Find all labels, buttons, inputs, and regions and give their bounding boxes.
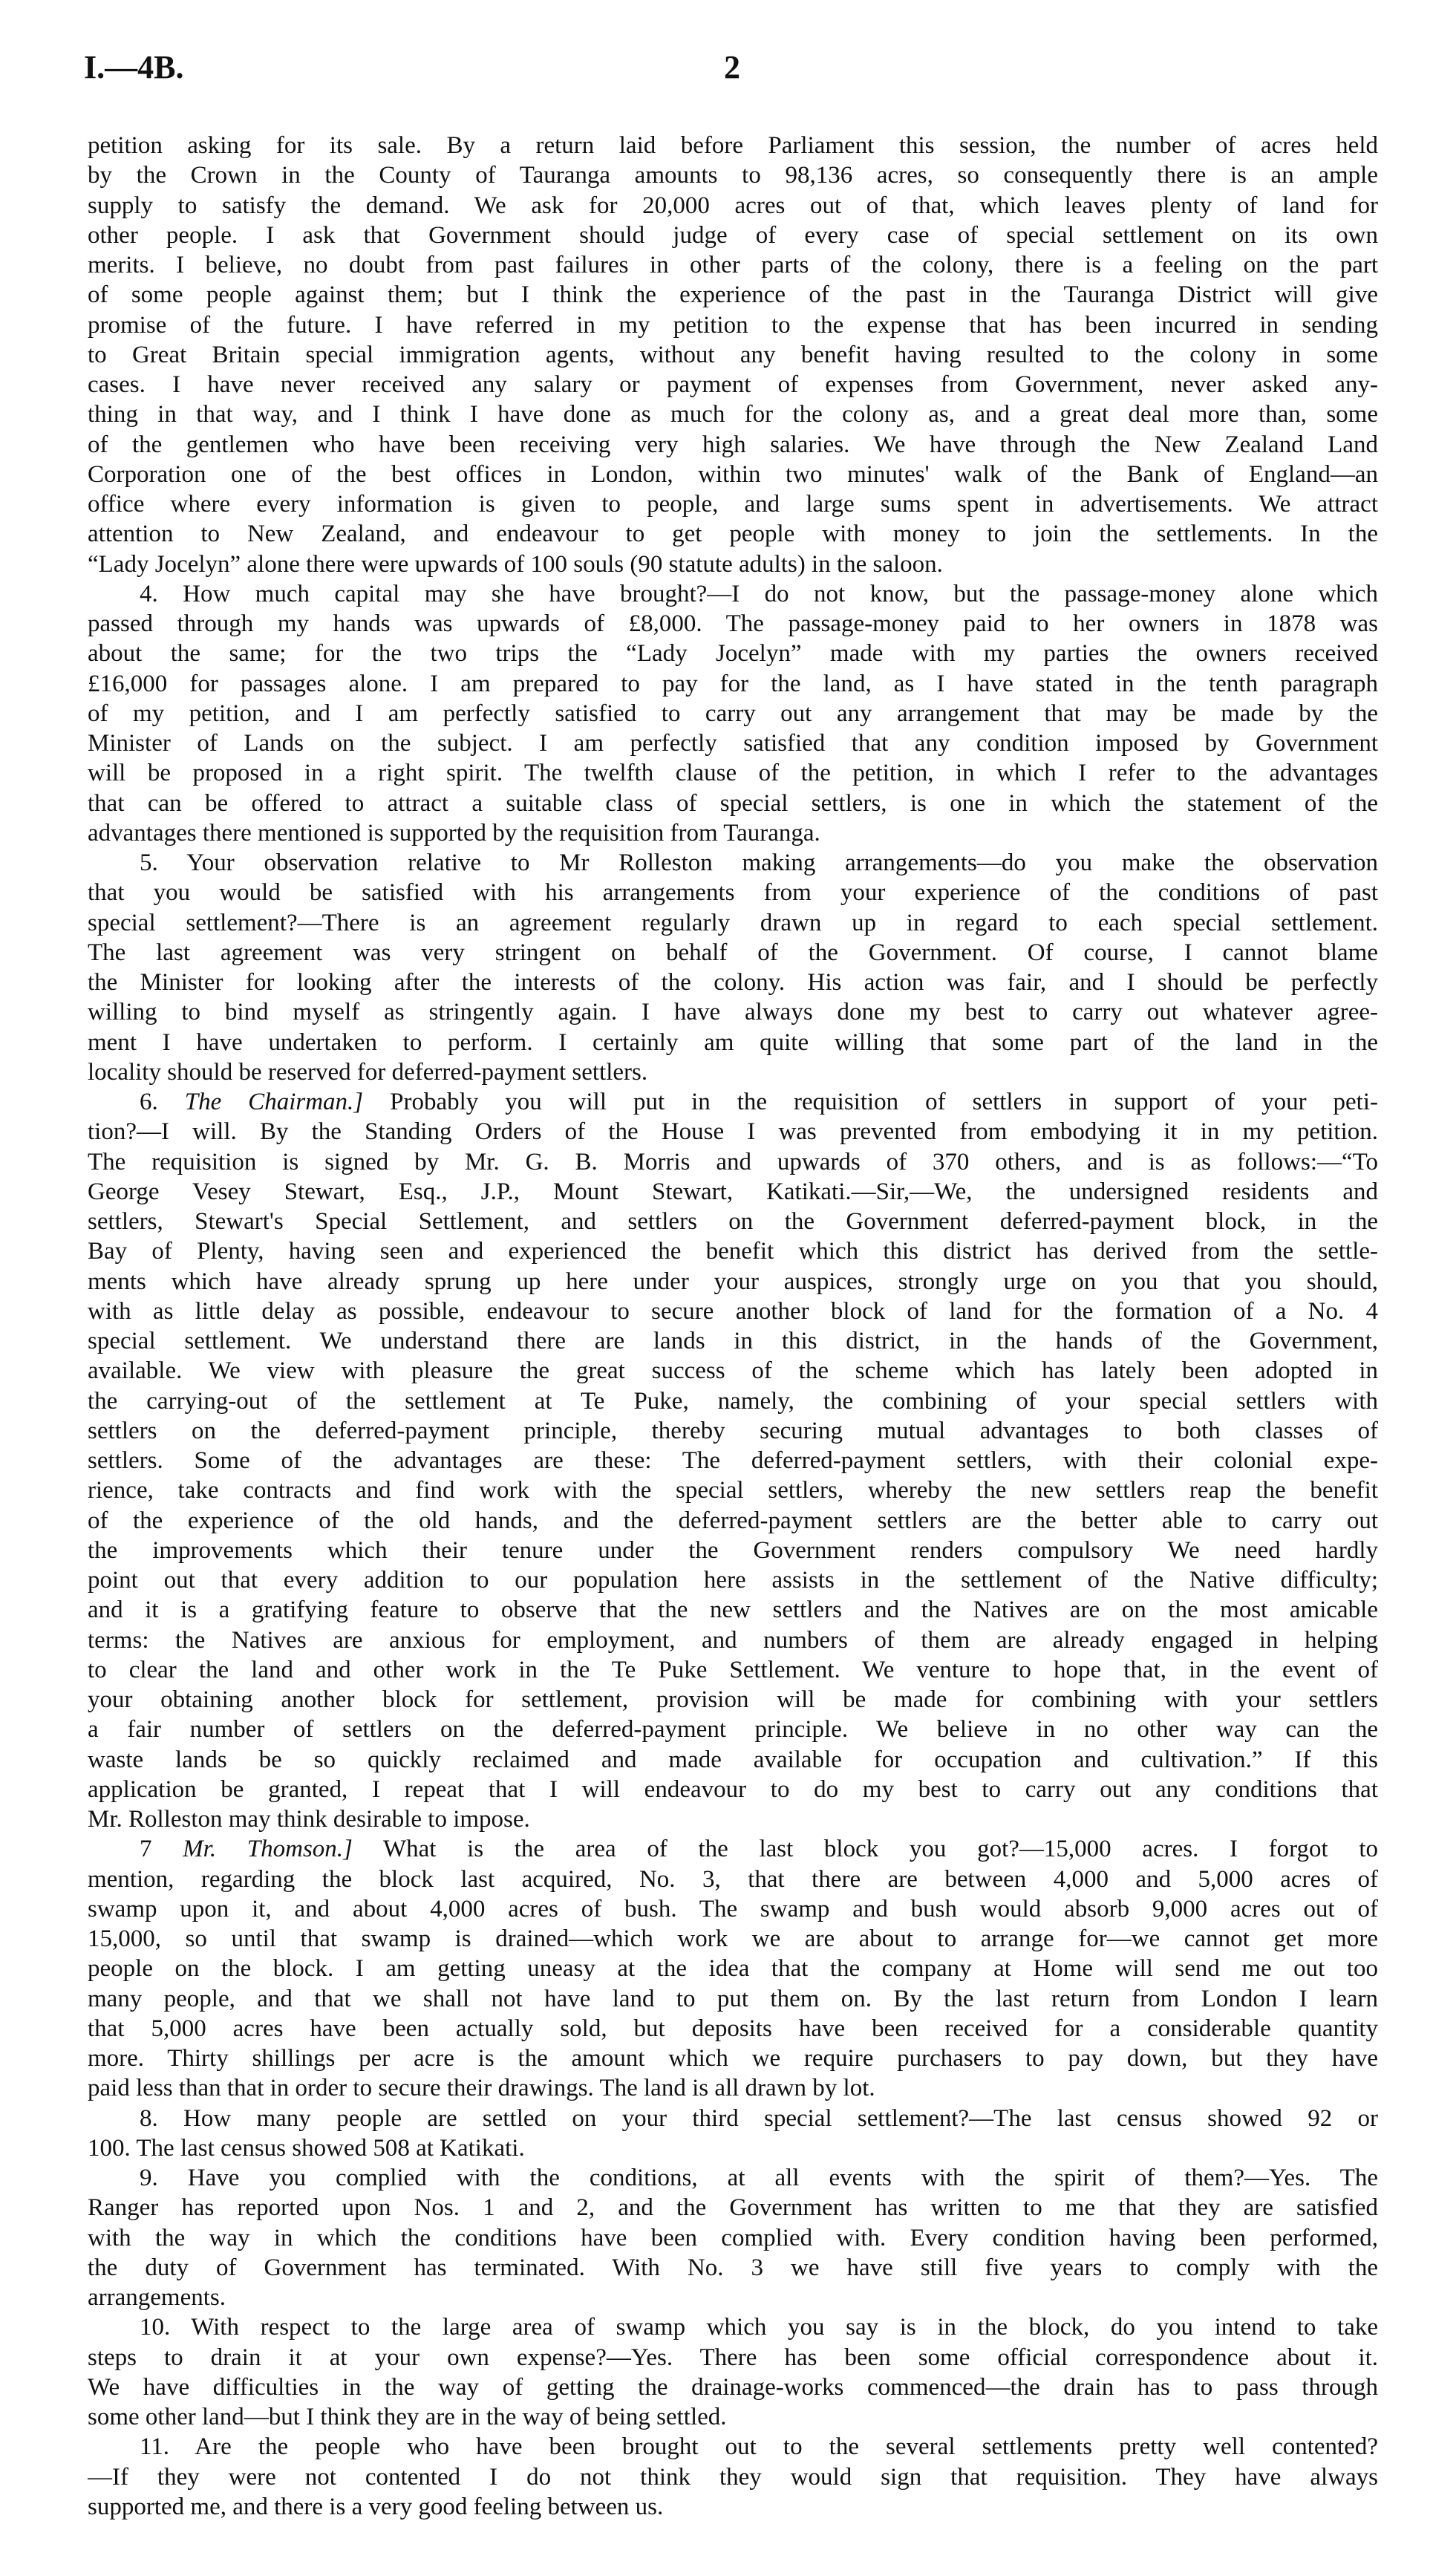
text-line: special settlement?—There is an agreement regularly drawn up in regard to each special settlement. <box>88 909 1378 936</box>
text-line: terms: the Natives are anxious for employment, and numbers of them are already engaged in helping <box>88 1626 1378 1654</box>
text-line: “Lady Jocelyn” alone there were upwards of 100 souls (90 statute adults) in the saloon. <box>88 550 943 578</box>
text-line: £16,000 for passages alone. I am prepared to pay for the land, as I have stated in the tenth paragraph <box>88 670 1378 697</box>
text-line: passed through my hands was upwards of £8,000. The passage-money paid to her owners in 1878 was <box>88 610 1378 637</box>
text-line: arrangements. <box>88 2284 226 2311</box>
text-line: the duty of Government has terminated. With No. 3 we have still five years to comply with the <box>88 2254 1378 2281</box>
text-line: a fair number of settlers on the deferred-payment principle. We believe in no other way can the <box>88 1716 1378 1744</box>
paragraph <box>88 2432 1378 2522</box>
paragraph <box>88 1834 1378 2103</box>
text-line: promise of the future. I have referred in my petition to the expense that has been incurred in sending <box>88 311 1378 339</box>
paragraph <box>88 2104 1378 2164</box>
text-line: more. Thirty shillings per acre is the amount which we require purchasers to pay down, but they have <box>88 2045 1378 2072</box>
text-line <box>88 1834 1378 1864</box>
text-line: tion?—I will. By the Standing Orders of the House I was prevented from embodying it in my petition. <box>88 1118 1378 1146</box>
question-number: 6. <box>140 1089 185 1115</box>
speaker-name: Mr. Thomson.] <box>183 1836 353 1863</box>
text-line: We have difficulties in the way of getting the drainage-works commenced—the drain has to pass through <box>88 2373 1378 2401</box>
paragraph <box>88 131 1378 579</box>
paragraph <box>88 848 1378 1087</box>
text-line: the carrying-out of the settlement at Te Puke, namely, the combining of your special settlers with <box>88 1387 1378 1415</box>
text-line: swamp upon it, and about 4,000 acres of bush. The swamp and bush would absorb 9,000 acres out of <box>88 1895 1378 1922</box>
text-line: petition asking for its sale. By a return laid before Parliament this session, the number of acres held <box>88 132 1378 159</box>
text-line: Corporation one of the best offices in London, within two minutes' walk of the Bank of England—an <box>88 460 1378 488</box>
text-line: some other land—but I think they are in the way of being settled. <box>88 2404 727 2430</box>
line-text: What is the area of the last block you got?—15,000 acres. I forgot to <box>352 1836 1378 1863</box>
text-line: Mr. Rolleston may think desirable to impose. <box>88 1806 530 1833</box>
text-line: many people, and that we shall not have land to put them on. By the last return from London I learn <box>88 1985 1378 2012</box>
text-line: 15,000, so until that swamp is drained—which work we are about to arrange for—we cannot get more <box>88 1925 1378 1952</box>
text-line: 11. Are the people who have been brought out to the several settlements pretty well contented? <box>140 2433 1378 2461</box>
text-line: the Minister for looking after the interests of the colony. His action was fair, and I should be perfectly <box>88 969 1378 996</box>
text-line: paid less than that in order to secure their drawings. The land is all drawn by lot. <box>88 2075 875 2102</box>
text-line: by the Crown in the County of Tauranga amounts to 98,136 acres, so consequently there is an ample <box>88 162 1378 189</box>
text-line: 4. How much capital may she have brought?—I do not know, but the passage-money alone which <box>140 580 1378 607</box>
text-line: ment I have undertaken to perform. I certainly am quite willing that some part of the land in the <box>88 1028 1378 1056</box>
text-line: 8. How many people are settled on your third special settlement?—The last census showed 92 or <box>140 2104 1378 2132</box>
page-number: 2 <box>724 49 740 85</box>
text-line: cases. I have never received any salary or payment of expenses from Government, never asked any- <box>88 371 1378 398</box>
text-line: waste lands be so quickly reclaimed and made available for occupation and cultivation.” If this <box>88 1746 1378 1773</box>
text-line: that can be offered to attract a suitable class of special settlers, is one in which the statement of the <box>88 789 1378 817</box>
text-line: of the gentlemen who have been receiving very high salaries. We have through the New Zealand Land <box>88 431 1378 458</box>
text-line: —If they were not contented I do not think they would sign that requisition. They have always <box>88 2463 1378 2491</box>
text-line: supply to satisfy the demand. We ask for 20,000 acres out of that, which leaves plenty of land for <box>88 192 1378 219</box>
speaker-name: The Chairman.] <box>184 1089 364 1115</box>
text-line: office where every information is given to people, and large sums spent in advertisements. We attract <box>88 491 1378 518</box>
text-line: to clear the land and other work in the Te Puke Settlement. We venture to hope that, in the event of <box>88 1656 1378 1683</box>
paragraph <box>88 2312 1378 2432</box>
text-line: advantages there mentioned is supported by the requisition from Tauranga. <box>88 819 820 847</box>
text-line: application be granted, I repeat that I will endeavour to do my best to carry out any conditions that <box>88 1775 1378 1803</box>
text-line <box>88 1087 1378 1117</box>
line-text: Probably you will put in the requisition of settlers in support of your peti- <box>363 1089 1378 1115</box>
text-line: settlers on the deferred-payment principle, thereby securing mutual advantages to both classes of <box>88 1417 1378 1444</box>
text-line: Bay of Plenty, having seen and experienced the benefit which this district has derived from the settle- <box>88 1238 1378 1265</box>
text-line: of my petition, and I am perfectly satisfied to carry out any arrangement that may be made by the <box>88 699 1378 727</box>
paragraph <box>88 2163 1378 2312</box>
text-line: will be proposed in a right spirit. The twelfth clause of the petition, in which I refer to the advantages <box>88 760 1378 787</box>
text-line: 9. Have you complied with the conditions, at all events with the spirit of them?—Yes. The <box>140 2165 1378 2191</box>
text-line: with as little delay as possible, endeavour to secure another block of land for the formation of a No. 4 <box>88 1297 1378 1325</box>
text-line: Ranger has reported upon Nos. 1 and 2, and the Government has written to me that they are satisfied <box>88 2194 1378 2222</box>
text-line: your obtaining another block for settlement, provision will be made for combining with your settlers <box>88 1686 1378 1713</box>
text-line: thing in that way, and I think I have done as much for the colony as, and a great deal more than, some <box>88 401 1378 428</box>
text-line: other people. I ask that Government should judge of every case of special settlement on its own <box>88 221 1378 249</box>
text-line: that 5,000 acres have been actually sold, but deposits have been received for a considerable quantity <box>88 2015 1378 2042</box>
text-line: special settlement. We understand there are lands in this district, in the hands of the Government, <box>88 1328 1378 1354</box>
text-line: with the way in which the conditions have been complied with. Every condition having been performed, <box>88 2224 1378 2251</box>
text-line: to Great Britain special immigration agents, without any benefit having resulted to the colony in some <box>88 341 1378 368</box>
text-line: available. We view with pleasure the great success of the scheme which has lately been adopted in <box>88 1357 1378 1385</box>
text-line: people on the block. I am getting uneasy at the idea that the company at Home will send me out too <box>88 1955 1378 1983</box>
text-line: Minister of Lands on the subject. I am perfectly satisfied that any condition imposed by Government <box>88 730 1378 757</box>
text-line: point out that every addition to our population here assists in the settlement of the Native difficulty; <box>88 1567 1378 1594</box>
text-line: merits. I believe, no doubt from past failures in other parts of the colony, there is a feeling on the part <box>88 252 1378 278</box>
text-line: ments which have already sprung up here under your auspices, strongly urge on you that you should, <box>88 1268 1378 1295</box>
text-line: mention, regarding the block last acquired, No. 3, that there are between 4,000 and 5,000 acres of <box>88 1865 1378 1893</box>
text-line: The last agreement was very stringent on behalf of the Government. Of course, I cannot blame <box>88 939 1378 966</box>
document-body <box>88 131 1378 2522</box>
text-line: locality should be reserved for deferred-payment settlers. <box>88 1058 648 1086</box>
text-line: rience, take contracts and find work with the special settlers, whereby the new settlers reap the benefit <box>88 1477 1378 1504</box>
text-line: 5. Your observation relative to Mr Rolleston making arrangements—do you make the observation <box>140 849 1378 876</box>
text-line: the improvements which their tenure under the Government renders compulsory We need hardly <box>88 1536 1378 1564</box>
paragraph <box>88 1087 1378 1834</box>
text-line: supported me, and there is a very good feeling between us. <box>88 2493 664 2520</box>
text-line: of some people against them; but I think the experience of the past in the Tauranga District will give <box>88 281 1378 309</box>
question-number: 7 <box>140 1836 183 1863</box>
text-line: George Vesey Stewart, Esq., J.P., Mount Stewart, Katikati.—Sir,—We, the undersigned residents and <box>88 1178 1378 1205</box>
text-line: settlers, Stewart's Special Settlement, and settlers on the Government deferred-payment block, in the <box>88 1208 1378 1235</box>
text-line: attention to New Zealand, and endeavour to get people with money to join the settlements. In the <box>88 521 1378 548</box>
text-line: of the experience of the old hands, and the deferred-payment settlers are the better able to carry out <box>88 1507 1378 1534</box>
text-line: steps to drain it at your own expense?—Yes. There has been some official correspondence about it. <box>88 2344 1378 2371</box>
text-line: about the same; for the two trips the “Lady Jocelyn” made with my parties the owners received <box>88 640 1378 668</box>
text-line: The requisition is signed by Mr. G. B. Morris and upwards of 370 others, and is as follows:—“To <box>88 1148 1378 1175</box>
text-line: that you would be satisfied with his arrangements from your experience of the conditions of past <box>88 879 1378 907</box>
paragraph <box>88 579 1378 848</box>
document-reference: I.—4B. <box>84 49 184 85</box>
text-line: settlers. Some of the advantages are these: The deferred-payment settlers, with their colonial expe- <box>88 1447 1378 1474</box>
text-line: 100. The last census showed 508 at Katikati. <box>88 2134 525 2162</box>
text-line: 10. With respect to the large area of swamp which you say is in the block, do you intend to take <box>140 2314 1378 2341</box>
text-line: willing to bind myself as stringently again. I have always done my best to carry out whatever agree- <box>88 999 1378 1026</box>
text-line: and it is a gratifying feature to observe that the new settlers and the Natives are on the most amicable <box>88 1597 1378 1624</box>
